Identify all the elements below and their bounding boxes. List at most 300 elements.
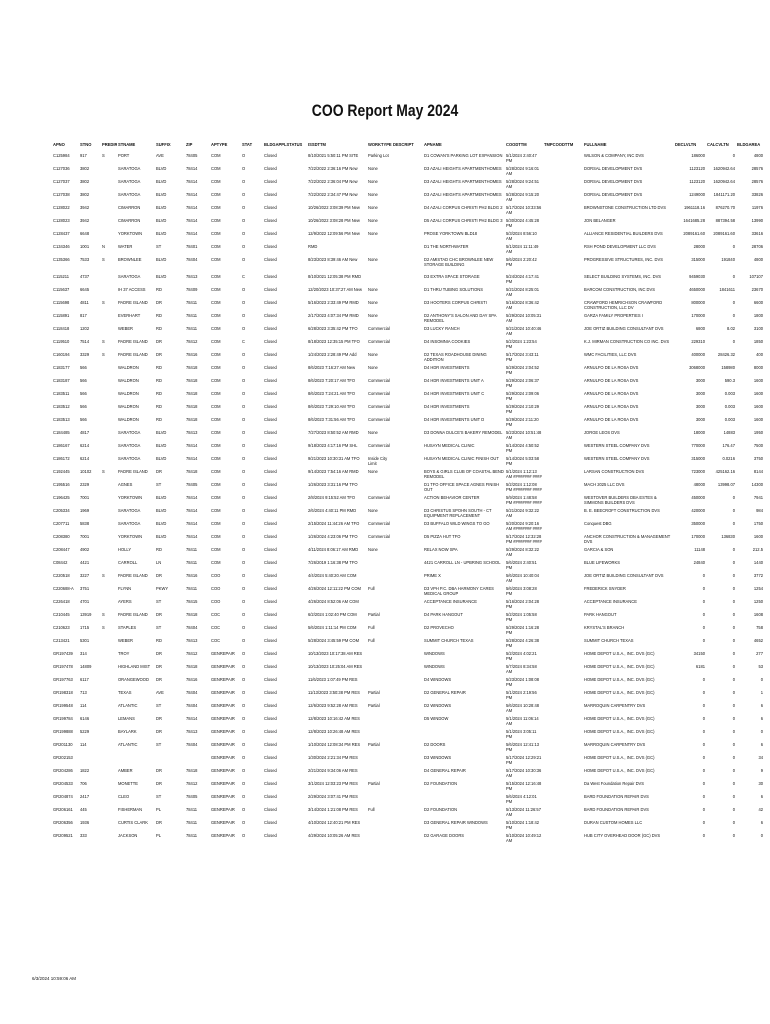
cell-bldgapplstatus: Closed (264, 230, 277, 236)
cell-issdttm: 7/26/2019 1:16:38 PM TFO (308, 559, 358, 565)
cell-zip: 78411 (186, 806, 198, 812)
cell-worktype (367, 272, 392, 285)
cell-apname: D2 GENERAL REPAIR (424, 689, 466, 695)
cell-fullname: DORSAL DEVELOPMENT DVS (584, 165, 643, 171)
cell-tmpcoodttm (543, 441, 583, 454)
cell-zip: 78404 (186, 702, 198, 708)
col-header-zip: ZIP (186, 142, 193, 147)
cell-apno: GR199548 (53, 702, 73, 708)
cell-zip: 78414 (186, 520, 198, 526)
cell-aptype: COM (211, 507, 221, 513)
cell-bldgarea: 0 (760, 832, 763, 838)
cell-stat: O (242, 178, 246, 184)
cell-descript (392, 389, 423, 402)
cell-aptype: COM (211, 520, 221, 526)
cell-stname: AMBER (118, 767, 133, 773)
cell-aptype: GENREPAIR (211, 832, 235, 838)
cell-issdttm: 4/10/2024 12:40:21 PM RES (308, 819, 361, 825)
cell-stat: O (242, 663, 246, 669)
cell-calcvltn: 0 (732, 507, 735, 513)
cell-aptype: GENREPAIR (211, 754, 235, 760)
cell-declvltn: 11148 (694, 546, 705, 552)
cell-stno: 4421 (80, 559, 90, 565)
cell-issdttm: 1/10/2024 12:08:34 PM RES (308, 741, 361, 747)
cell-stat: O (242, 152, 246, 158)
cell-stat: O (242, 351, 246, 357)
cell-stno: 4737 (80, 273, 90, 279)
cell-bldgarea: 107107 (749, 273, 763, 279)
cell-tmpcoodttm (543, 740, 583, 753)
cell-stname: SARATOGA (118, 520, 141, 526)
cell-aptype: COM (211, 351, 221, 357)
cell-stno: 1202 (80, 325, 90, 331)
cell-aptype: COM (211, 191, 221, 197)
cell-bldgarea: 0 (760, 676, 763, 682)
cell-fullname: MARROQUIN CARPENTRY DVS (584, 741, 646, 747)
cell-fullname: PARK HANGOUT (584, 611, 617, 617)
cell-issdttm: 2/15/2024 11:44:26 AM TFO (308, 520, 360, 526)
cell-aptype: COM (211, 559, 221, 565)
cell-stname: WALDRON (118, 377, 139, 383)
cell-apname: D3 CHRISTUS SPOHN SOUTH - CT EQUIPMENT REPLACEMENT (424, 507, 492, 518)
cell-coodttm: 5/1/2024 1:12:13 AM ######## #### (506, 468, 542, 479)
cell-coodttm: 5/29/2024 2:11:20 PM (506, 416, 539, 427)
cell-worktype: Partial (368, 702, 380, 708)
cell-stno: 7001 (80, 533, 90, 539)
cell-worktype: Commercial (368, 533, 390, 539)
cell-coodttm: 5/21/2024 8:25:01 AM (506, 286, 540, 297)
cell-stname: PADRE ISLAND (118, 351, 148, 357)
cell-aptype: COM (211, 403, 221, 409)
cell-bldgarea: 1600 (753, 403, 763, 409)
cell-predir (101, 428, 117, 441)
cell-coodttm: 5/29/2024 2:10:29 PM (506, 403, 540, 414)
cell-calcvltn: 0 (732, 689, 735, 695)
cell-apno: C119510 (53, 338, 70, 344)
cell-coodttm: 5/7/2024 8:34:58 AM (506, 663, 537, 674)
cell-descript (392, 402, 423, 415)
cell-stat: O (242, 507, 246, 513)
cell-coodttm: 5/14/2024 5:03:58 PM (506, 455, 540, 466)
cell-issdttm: 7/22/2022 2:36:16 PM New (308, 165, 358, 171)
cell-issdttm: 1/26/2023 3:31:16 PM TFO (308, 481, 358, 487)
cell-stname: LEMANS (118, 715, 135, 721)
cell-predir (101, 662, 117, 675)
cell-tmpcoodttm (543, 649, 583, 662)
cell-coodttm: 5/6/2024 3:08:28 PM (506, 585, 537, 596)
cell-tmpcoodttm (543, 363, 583, 376)
cell-stno: 5838 (80, 520, 90, 526)
table-row (52, 151, 764, 164)
cell-bldgarea: 1254 (753, 585, 763, 591)
cell-tmpcoodttm (543, 467, 583, 480)
table-row (52, 324, 764, 337)
cell-bldgarea: 53 (758, 663, 763, 669)
cell-tmpcoodttm (543, 727, 583, 740)
cell-fullname: HOME DEPOT U.S.A., INC. DVS (GC) (584, 754, 655, 760)
cell-fullname: DORSAL DEVELOPMENT DVS (584, 191, 643, 197)
cell-apname: D2 AMISTAD CHC BROWNLEE NEW STORAGE BUILDING (424, 256, 494, 267)
cell-issdttm: 8/18/2023 12:35:15 PM TFO (308, 338, 360, 344)
cell-zip: 78418 (186, 377, 198, 383)
col-header-calcvltn: CALCVLTN (707, 142, 729, 147)
cell-stat: O (242, 832, 246, 838)
table-row (52, 610, 764, 623)
cell-bldgarea: 1 (760, 689, 763, 695)
cell-suffix: DR (156, 299, 162, 305)
cell-tmpcoodttm (543, 164, 583, 177)
cell-bldgarea: 6 (760, 793, 763, 799)
cell-apno: C115698 (53, 299, 70, 305)
cell-apno: GR199784 (53, 715, 73, 721)
cell-stno: 6648 (80, 230, 90, 236)
cell-predir (101, 727, 117, 740)
cell-aptype: COM (211, 152, 221, 158)
cell-predir (101, 831, 117, 844)
cell-stname: CARROLL (118, 559, 138, 565)
cell-bldgapplstatus: Closed (264, 338, 277, 344)
cell-coodttm: 5/9/2024 1:48:58 PM ######## #### (506, 494, 542, 505)
cell-declvltn: 1123120 (689, 178, 705, 184)
cell-aptype: COM (211, 256, 221, 262)
cell-worktype: Full (368, 637, 375, 643)
cell-declvltn: 0 (702, 728, 705, 734)
cell-aptype: GENREPAIR (211, 689, 235, 695)
cell-tmpcoodttm (543, 177, 583, 190)
table-row (52, 467, 764, 480)
cell-stno: 7514 (80, 338, 90, 344)
cell-suffix: ST (156, 481, 162, 487)
col-header-descript: DESCRIPT (393, 142, 414, 147)
cell-aptype: GENREPAIR (211, 702, 235, 708)
cell-issdttm: 7/27/2023 8:50:52 AM RMD (308, 429, 359, 435)
cell-aptype: GENREPAIR (211, 676, 235, 682)
cell-tmpcoodttm (543, 376, 583, 389)
cell-issdttm: RMD (308, 243, 318, 249)
cell-apno: C128023 (53, 217, 70, 223)
cell-worktype: None (368, 286, 378, 292)
cell-tmpcoodttm (543, 285, 583, 298)
table-row (52, 255, 764, 268)
cell-tmpcoodttm (543, 805, 583, 818)
cell-apno: GR202153 (53, 754, 73, 760)
cell-zip: 78412 (186, 650, 198, 656)
cell-declvltn: 1641685.28 (683, 217, 705, 223)
cell-declvltn: 0 (702, 676, 705, 682)
cell-fullname: JOE ORTIZ BUILDING CONSULTANT DVS (584, 572, 664, 578)
cell-suffix: RD (156, 416, 162, 422)
cell-calcvltn: 0.003 (724, 390, 735, 396)
cell-stname: FISHERMAN (118, 806, 143, 812)
cell-calcvltn: 28426.32 (717, 351, 735, 357)
cell-apname: D1 THE NORTHWATER (424, 243, 469, 249)
cell-stname: PADRE ISLAND (118, 468, 148, 474)
cell-stname: WALDRON (118, 416, 139, 422)
cell-issdttm: 8/6/2023 7:29:10 AM TFO (308, 403, 356, 409)
cell-fullname: BARCOM CONSTRUCTION, INC DVS (584, 286, 655, 292)
cell-bldgarea: 30 (758, 780, 763, 786)
cell-stname: PADRE ISLAND (118, 611, 148, 617)
cell-calcvltn: 0 (732, 715, 735, 721)
cell-bldgapplstatus: Closed (264, 715, 277, 721)
cell-tmpcoodttm (543, 675, 583, 688)
cell-descript (392, 597, 423, 610)
cell-predir (101, 584, 117, 597)
cell-bldgarea: 400 (756, 351, 763, 357)
cell-suffix: AVE (156, 689, 164, 695)
cell-fullname: CRAWFORD HEMRICHSON CRAWFORD CONSTRUCTION, LLC DV (584, 299, 663, 310)
cell-suffix: RD (156, 403, 162, 409)
cell-bldgarea: 1600 (753, 377, 763, 383)
cell-issdttm: 5/6/2024 1:11:14 PM COM (308, 624, 357, 630)
cell-predir: S (102, 152, 105, 158)
cell-descript (392, 662, 423, 675)
cell-coodttm: 5/3/2024 8:56:10 AM (506, 230, 537, 241)
cell-tmpcoodttm (543, 480, 583, 493)
table-row (52, 402, 764, 415)
cell-fullname: LARSAN CONSTRUCTION DVS (584, 468, 645, 474)
cell-zip: 78414 (186, 230, 198, 236)
cell-apname: D5 PIZZA HUT TFO (424, 533, 461, 539)
cell-tmpcoodttm (543, 311, 583, 324)
cell-predir (101, 441, 117, 454)
cell-calcvltn: 2089161.60 (713, 230, 735, 236)
cell-fullname: ARNULFO DE LA ROSA DVS (584, 364, 639, 370)
cell-suffix: LN (156, 559, 162, 565)
cell-issdttm: 8/10/2021 12:05:38 PM RMD (308, 273, 362, 279)
cell-coodttm: 5/2/2024 4:02:21 PM (506, 650, 537, 661)
cell-bldgapplstatus: Closed (264, 637, 277, 643)
cell-suffix: DR (156, 650, 162, 656)
cell-apno: C213421 (53, 637, 70, 643)
cell-stno: 3802 (80, 165, 90, 171)
cell-calcvltn: 590.3 (724, 377, 735, 383)
cell-descript (392, 203, 423, 216)
cell-bldgarea: 1750 (753, 520, 763, 526)
cell-apname: D4 AZALI CORPUS CHRISTI PH2 BLDG 2 (424, 204, 503, 210)
cell-suffix: ST (156, 793, 162, 799)
cell-apname: D3 BUFFALO WILD WINGS TO GO (424, 520, 490, 526)
cell-aptype: COM (211, 416, 221, 422)
cell-suffix: DR (156, 767, 162, 773)
cell-declvltn: 28000 (693, 243, 705, 249)
cell-tmpcoodttm (543, 519, 583, 532)
cell-descript (392, 177, 423, 190)
cell-calcvltn: 0 (732, 338, 735, 344)
cell-coodttm: 5/1/2024 11:11:49 AM (506, 243, 539, 254)
cell-descript (392, 337, 423, 350)
cell-declvltn: 48000 (693, 481, 705, 487)
cell-suffix: BLVD (156, 191, 167, 197)
cell-predir: S (102, 256, 105, 262)
cell-aptype: COO (211, 585, 221, 591)
cell-bldgapplstatus: Closed (264, 806, 277, 812)
cell-stat: O (242, 819, 246, 825)
cell-apname: D4 HDR INVESTMENTS UNIT C (424, 390, 485, 396)
cell-calcvltn: 0 (732, 754, 735, 760)
cell-stno: 7001 (80, 494, 90, 500)
cell-calcvltn: 176.47 (722, 442, 735, 448)
table-row (52, 493, 764, 506)
cell-worktype: None (368, 312, 378, 318)
cell-apname: D2 DOORS (424, 741, 446, 747)
cell-stname: AGNES (118, 481, 133, 487)
cell-stat: O (242, 165, 246, 171)
cell-apname: D4 HDR INVESTMENTS UNIT A (424, 377, 484, 383)
cell-apno: GR197763 (53, 676, 73, 682)
cell-suffix: BLVD (156, 273, 167, 279)
cell-descript (392, 805, 423, 818)
cell-descript (392, 688, 423, 701)
cell-declvltn: 2089161.60 (683, 230, 705, 236)
cell-fullname: ARNULFO DE LA ROSA DVS (584, 377, 639, 383)
cell-calcvltn: 0.003 (724, 403, 735, 409)
cell-predir (101, 597, 117, 610)
cell-bldgapplstatus: Closed (264, 481, 277, 487)
cell-coodttm: 5/17/2024 12:32:28 PM ######## #### (506, 533, 542, 544)
table-row (52, 675, 764, 688)
cell-apno: GR209521 (53, 832, 73, 838)
cell-stname: WEBER (118, 637, 134, 643)
cell-descript (392, 350, 423, 363)
cell-coodttm: 5/29/2024 10:05:31 AM (506, 312, 542, 323)
cell-aptype: COM (211, 481, 221, 487)
page-title: COO Report May 2024 (311, 101, 459, 120)
table-row (52, 285, 764, 298)
cell-declvltn: 400000 (691, 351, 705, 357)
cell-declvltn: 6800 (695, 325, 705, 331)
cell-stat: O (242, 416, 246, 422)
cell-bldgapplstatus: Closed (264, 377, 277, 383)
cell-bldgarea: 0 (760, 728, 763, 734)
cell-suffix: DR (156, 663, 162, 669)
cell-stno: 4902 (80, 546, 90, 552)
table-row (52, 779, 764, 792)
cell-stno: 3227 (80, 572, 90, 578)
cell-bldgapplstatus: Closed (264, 832, 277, 838)
cell-aptype: GENREPAIR (211, 780, 235, 786)
cell-declvltn: 0 (702, 767, 705, 773)
cell-stno: 5229 (80, 728, 90, 734)
cell-suffix: DR (156, 819, 162, 825)
cell-tmpcoodttm (543, 610, 583, 623)
cell-stat: O (242, 767, 246, 773)
cell-predir: S (102, 351, 105, 357)
cell-fullname: HOME DEPOT U.S.A., INC. DVS (GC) (584, 767, 655, 773)
cell-zip: 78415 (186, 598, 198, 604)
cell-issdttm: 12/9/2022 12:09:56 PM New (308, 230, 360, 236)
cell-bldgapplstatus: Closed (264, 325, 277, 331)
cell-descript (392, 151, 423, 164)
cell-bldgarea: 212.5 (752, 546, 763, 552)
cell-worktype: Commercial (368, 403, 390, 409)
cell-coodttm: 5/30/2024 4:45:28 PM (506, 217, 540, 228)
cell-aptype: COM (211, 377, 221, 383)
cell-coodttm: 5/23/2024 1:08:08 PM (506, 676, 540, 687)
cell-calcvltn: 0 (732, 741, 735, 747)
cell-apname: D2 GARAGE DOORS (424, 832, 465, 838)
cell-bldgapplstatus: Closed (264, 273, 277, 279)
cell-fullname: DURAN CUSTOM HOMES LLC (584, 819, 643, 825)
cell-fullname: GARCIA & SON (584, 546, 614, 552)
cell-predir (101, 415, 117, 428)
cell-stat: O (242, 442, 246, 448)
cell-apname: D1 COWAN'S PARKING LOT EXPANSION (424, 152, 503, 158)
cell-apname: ACCEPTANCE INSURANCE (424, 598, 477, 604)
cell-bldgapplstatus: Closed (264, 689, 277, 695)
cell-bldgapplstatus: Closed (264, 676, 277, 682)
cell-declvltn: 0 (702, 715, 705, 721)
cell-issdttm: 10/26/2022 3:08:28 PM New (308, 217, 360, 223)
cell-stat: O (242, 598, 246, 604)
cell-worktype (367, 818, 392, 831)
cell-aptype: COM (211, 442, 221, 448)
cell-descript (392, 636, 423, 649)
cell-issdttm: 12/8/2023 10:26:48 AM RES (308, 728, 360, 734)
cell-worktype: Commercial (368, 494, 390, 500)
cell-zip: 78414 (186, 165, 198, 171)
table-row (52, 350, 764, 363)
cell-apname: D3 WINDOWS (424, 754, 452, 760)
cell-zip: 78411 (186, 585, 198, 591)
cell-stno: 7533 (80, 256, 90, 262)
cell-fullname: ALLIANCE RESIDENTIAL BUILDERS DVS (584, 230, 663, 236)
cell-stno: 4817 (80, 429, 90, 435)
cell-aptype: COM (211, 273, 221, 279)
cell-stat: O (242, 377, 246, 383)
cell-worktype: Commercial (368, 390, 390, 396)
cell-stno: 3802 (80, 191, 90, 197)
cell-bldgapplstatus: Closed (264, 598, 277, 604)
cell-worktype: None (368, 351, 378, 357)
cell-stat: O (242, 624, 246, 630)
cell-stname: SARATOGA (118, 442, 141, 448)
cell-calcvltn: 158980 (721, 364, 735, 370)
cell-coodttm: 5/29/2024 2:04:52 PM (506, 364, 540, 375)
cell-declvltn: 770000 (691, 442, 705, 448)
cell-descript (392, 792, 423, 805)
cell-fullname: WMC FACILITIES, LLC DVS (584, 351, 637, 357)
cell-stno: 3329 (80, 351, 90, 357)
cell-issdttm: 4/26/2024 12:11:22 PM COM (308, 585, 361, 591)
cell-tmpcoodttm (543, 714, 583, 727)
cell-zip (185, 753, 210, 766)
cell-predir: S (102, 611, 105, 617)
cell-stat: O (242, 520, 246, 526)
cell-apno: C226418 (53, 598, 70, 604)
cell-predir (101, 753, 117, 766)
cell-stat: O (242, 780, 246, 786)
table-row (52, 766, 764, 779)
cell-tmpcoodttm (543, 597, 583, 610)
cell-stno: 4811 (80, 299, 89, 305)
cell-declvltn: 0 (702, 572, 705, 578)
cell-coodttm: 5/28/2024 9:24:51 AM (506, 178, 540, 189)
cell-calcvltn: 0 (732, 299, 735, 305)
cell-declvltn: 0 (702, 585, 705, 591)
cell-tmpcoodttm (543, 506, 583, 519)
cell-aptype: COM (211, 468, 221, 474)
cell-bldgapplstatus: Closed (264, 793, 277, 799)
cell-bldgarea: 9 (760, 767, 763, 773)
cell-stat: O (242, 611, 246, 617)
cell-tmpcoodttm (543, 428, 583, 441)
cell-predir: S (102, 624, 105, 630)
cell-suffix: DR (156, 611, 162, 617)
cell-bldgapplstatus: Closed (264, 416, 277, 422)
cell-worktype: Commercial (368, 442, 390, 448)
cell-predir: S (102, 338, 105, 344)
